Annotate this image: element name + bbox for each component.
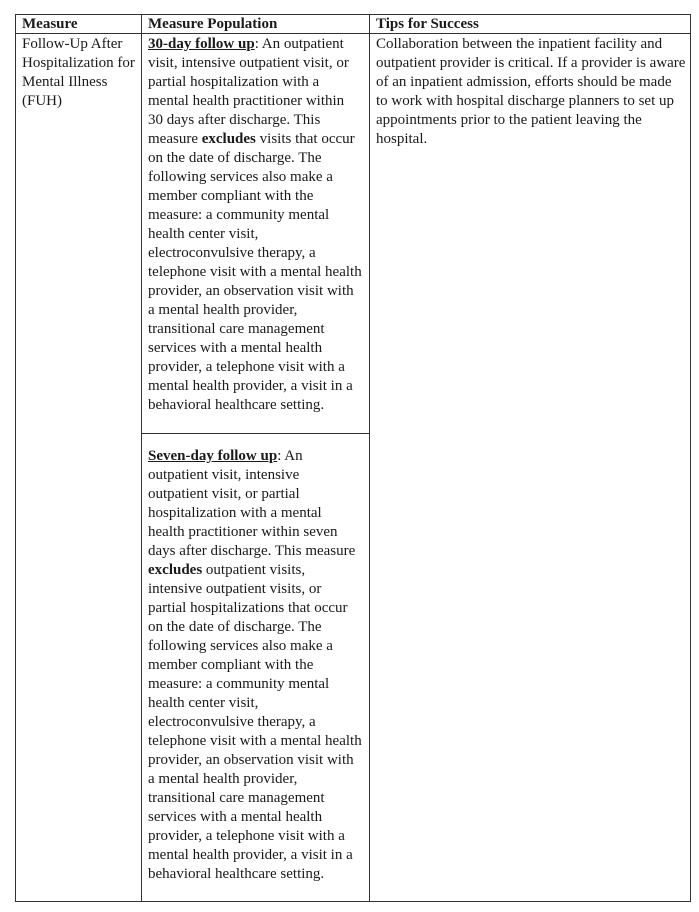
thirty-day-text-2: visits that occur on the date of discharge. The following services also make a member compliant with the measure: a community mental health center visit, electroconvulsive therapy, a telephone visit with a mental health provider, an observation visit with a mental health provider, transitional care management services with a mental health provider, a telephone visit with a mental health provider, a visit in a behavioral healthcare setting. — [148, 131, 362, 413]
seven-day-lead: Seven-day follow up — [148, 448, 278, 464]
table-right-border — [690, 14, 691, 902]
header-measure-population: Measure Population — [148, 16, 278, 32]
seven-day-text-2: outpatient visits, intensive outpatient visits, or partial hospitalizations that occur on the date of discharge. The following services also make a member compliant with the measure: a community mental health center visit, electroconvulsive therapy, a telephone visit with a mental health provider, an observation visit with a mental health provider, transitional care management services with a mental health provider, a telephone visit with a mental health provider, a visit in a behavioral healthcare setting. — [148, 562, 362, 882]
tips-text: Collaboration between the inpatient facility and outpatient provider is critical. If a provider is aware of an inpatient admission, efforts should be made to work with hospital discharge planners to set up appointments prior to the patient leaving the hospital. — [376, 36, 686, 147]
thirty-day-text-1: : An outpatient visit, intensive outpatient visit, or partial hospitalization with a mental health practitioner within 30 days after discharge. This measure — [148, 36, 349, 147]
seven-day-text-1: : An outpatient visit, intensive outpatient visit, or partial hospitalization with a mental health practitioner within seven days after discharge. This measure — [148, 448, 356, 559]
thirty-day-excludes: excludes — [201, 131, 256, 147]
seven-day-excludes: excludes — [148, 562, 203, 578]
seven-day-description — [148, 447, 362, 884]
header-tips-for-success: Tips for Success — [376, 16, 479, 32]
column-divider-2 — [369, 14, 370, 902]
thirty-day-description — [148, 35, 362, 415]
header-measure: Measure — [22, 16, 78, 32]
population-split-border — [141, 433, 369, 434]
column-divider-1 — [141, 14, 142, 902]
thirty-day-lead: 30-day follow up — [148, 36, 255, 52]
measure-name: Follow-Up After Hospitalization for Mental Illness (FUH) — [22, 36, 135, 109]
table-bottom-border — [15, 901, 691, 902]
table-left-border — [15, 14, 16, 902]
